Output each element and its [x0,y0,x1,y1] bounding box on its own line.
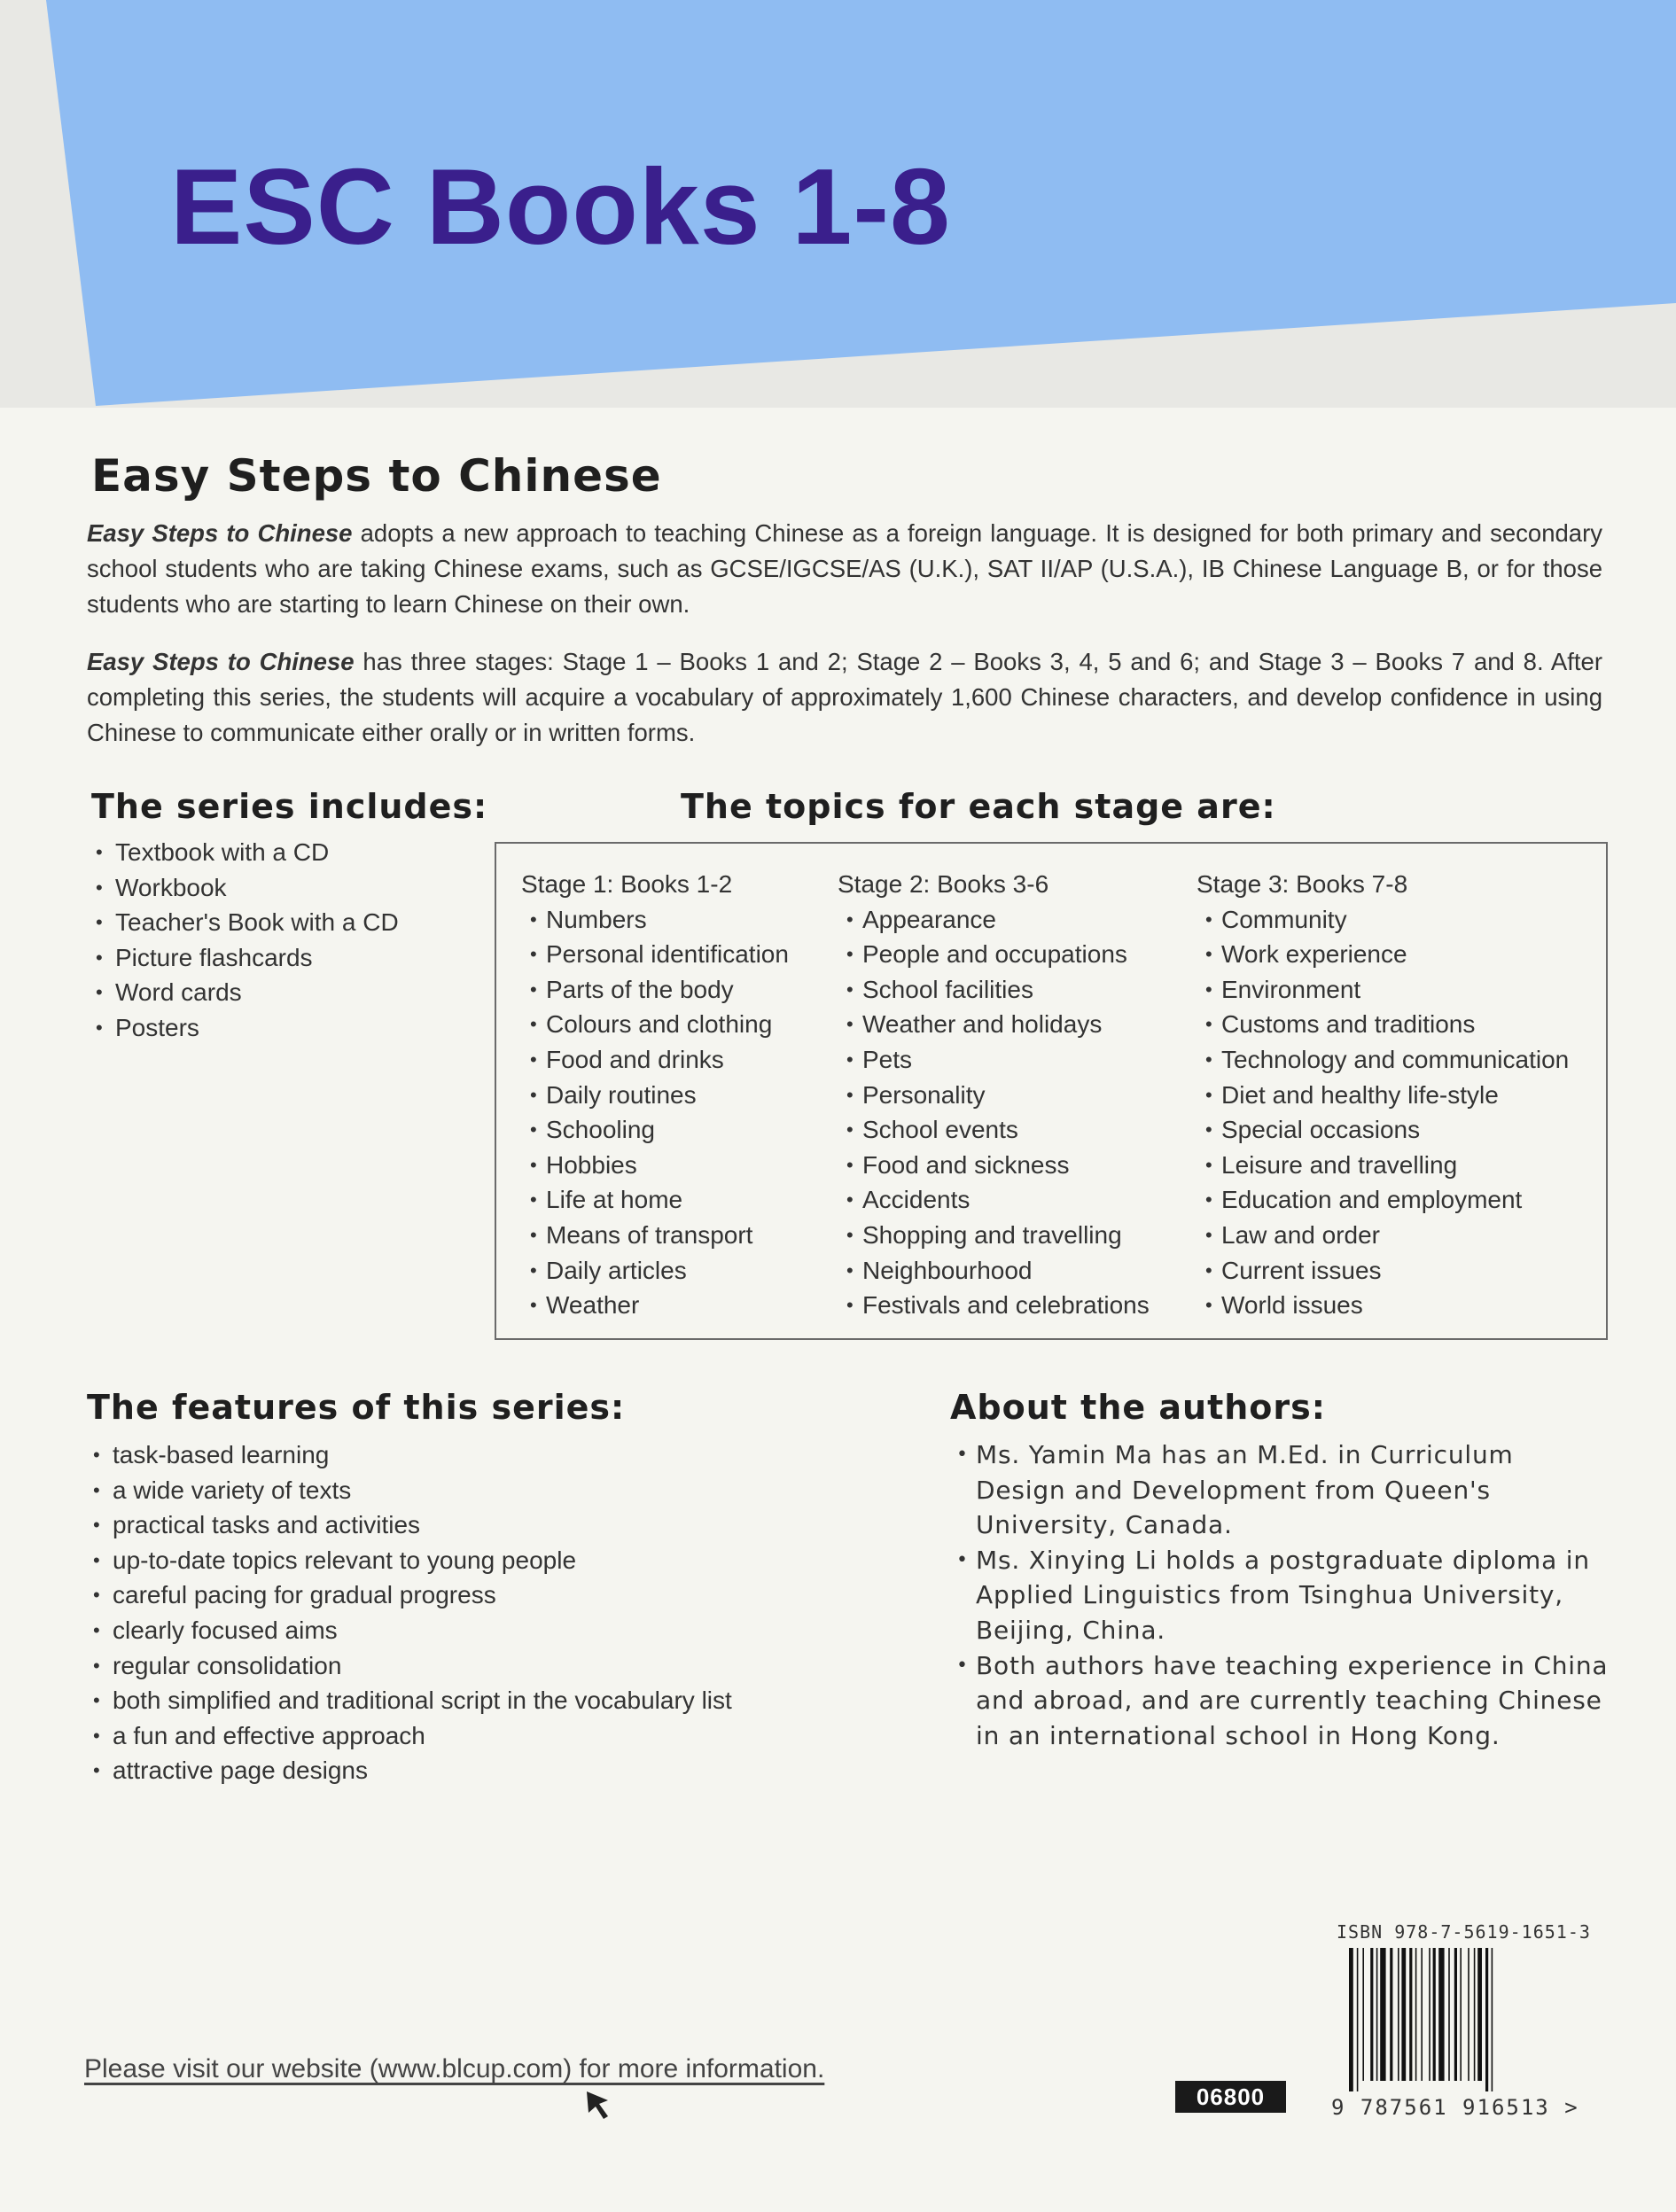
stage-column-2 [838,867,1150,1323]
list-item: • Textbook with a CD [93,835,399,870]
list-item: • Daily routines [521,1078,789,1113]
list-item: • clearly focused aims [90,1613,732,1648]
barcode-bar [1380,1948,1385,2081]
stage-column-1 [521,867,789,1323]
list-item: • Posters [93,1010,399,1046]
barcode-bar [1370,1948,1373,2081]
stage-title: Stage 1: Books 1-2 [521,870,733,898]
list-item: • Appearance [838,902,1150,938]
barcode-bar [1477,1948,1482,2081]
barcode-bar [1492,1948,1493,2091]
barcode-bar [1401,1948,1406,2081]
list-item: • practical tasks and activities [90,1507,732,1543]
website-link[interactable]: Please visit our website (www.blcup.com) for more information. [84,2054,825,2083]
list-item: • careful pacing for gradual progress [90,1577,732,1613]
list-item: • Neighbourhood [838,1253,1150,1289]
list-item: • Technology and communication [1197,1042,1569,1078]
barcode-bar [1429,1948,1430,2081]
barcode-bar [1421,1948,1423,2081]
intro-body-2: has three stages: Stage 1 – Books 1 and 2; Stage 2 – Books 3, 4, 5 and 6; and Stage 3 – Books 7 and 8. After completing this series, the students will acquire a vocabulary of approximately 1,600 Chinese characters, and develop confidence in using Chinese to communicate either orally or in written forms. [87,648,1602,746]
isbn-text: ISBN 978-7-5619-1651-3 [1337,1921,1591,1943]
price-code: 06800 [1175,2081,1286,2113]
barcode-bar [1468,1948,1469,2081]
authors-list [954,1437,1610,1753]
barcode-bar [1460,1948,1462,2081]
list-item: • Life at home [521,1182,789,1218]
list-item: • attractive page designs [90,1753,732,1788]
list-item: • both simplified and traditional script in the vocabulary list [90,1683,732,1718]
authors-heading: About the authors: [950,1388,1326,1427]
barcode-bar [1438,1948,1444,2081]
list-item: • Weather and holidays [838,1007,1150,1042]
list-item: • Parts of the body [521,972,789,1008]
intro-paragraph-2 [87,644,1602,751]
list-item: • Current issues [1197,1253,1569,1289]
list-item: • School events [838,1112,1150,1148]
barcode-bar [1357,1948,1359,2091]
list-item: • Teacher's Book with a CD [93,905,399,940]
list-item: • Picture flashcards [93,940,399,976]
list-item: • Ms. Yamin Ma has an M.Ed. in Curriculum Design and Development from Queen's University, Canada. [954,1437,1610,1543]
barcode-bar [1376,1948,1378,2081]
barcode-bar [1448,1948,1450,2081]
intro-body-1: adopts a new approach to teaching Chinese as a foreign language. It is designed for both primary and secondary school students who are taking Chinese exams, such as GCSE/IGCSE/AS (U.K.), SAT II/AP (U.S.A.), IB Chinese Language B, or for those students who are starting to learn Chinese on their own. [87,519,1603,618]
series-list [93,835,399,1046]
cover-banner [0,0,1676,408]
stage-title: Stage 3: Books 7-8 [1197,870,1408,898]
list-item: • a wide variety of texts [90,1473,732,1508]
section-title: Easy Steps to Chinese [91,450,662,502]
list-item: • Community [1197,902,1569,938]
list-item: • Leisure and travelling [1197,1148,1569,1183]
list-item: • Personal identification [521,937,789,972]
list-item: • Daily articles [521,1253,789,1289]
barcode-bar [1390,1948,1392,2081]
list-item: • Weather [521,1288,789,1323]
list-item: • up-to-date topics relevant to young people [90,1543,732,1578]
list-item: • Food and drinks [521,1042,789,1078]
list-item: • World issues [1197,1288,1569,1323]
list-item: • Ms. Xinying Li holds a postgraduate diploma in Applied Linguistics from Tsinghua University, Beijing, China. [954,1543,1610,1648]
list-item: • Pets [838,1042,1150,1078]
list-item: • Hobbies [521,1148,789,1183]
barcode-bar [1409,1948,1412,2081]
intro-lead-1: Easy Steps to Chinese [87,519,353,547]
barcode-bar [1398,1948,1399,2081]
list-item: • Education and employment [1197,1182,1569,1218]
list-item: • a fun and effective approach [90,1718,732,1754]
list-item: • Schooling [521,1112,789,1148]
features-heading: The features of this series: [87,1388,626,1427]
list-item: • Numbers [521,902,789,938]
list-item: • School facilities [838,972,1150,1008]
list-item: • People and occupations [838,937,1150,972]
list-item: • Special occasions [1197,1112,1569,1148]
list-item: • Diet and healthy life-style [1197,1078,1569,1113]
stage-column-3 [1197,867,1569,1323]
barcode-bar [1474,1948,1476,2081]
mouse-cursor-icon [585,2090,615,2122]
barcode-bar [1362,1948,1364,2081]
list-item: • Festivals and celebrations [838,1288,1150,1323]
barcode-bar [1415,1948,1417,2081]
list-item: • Workbook [93,870,399,906]
topics-box [495,842,1608,1340]
list-item: • regular consolidation [90,1648,732,1684]
list-item: • Accidents [838,1182,1150,1218]
series-heading: The series includes: [91,787,488,826]
list-item: • task-based learning [90,1437,732,1473]
barcode-icon [1347,1948,1560,2091]
barcode-bar [1349,1948,1353,2091]
topics-heading: The topics for each stage are: [681,787,1276,826]
list-item: • Colours and clothing [521,1007,789,1042]
list-item: • Law and order [1197,1218,1569,1253]
list-item: • Shopping and travelling [838,1218,1150,1253]
list-item: • Work experience [1197,937,1569,972]
list-item: • Environment [1197,972,1569,1008]
barcode-bar [1454,1948,1457,2081]
banner-title: ESC Books 1-8 [170,146,951,267]
intro-paragraph-1 [87,516,1602,622]
stage-title: Stage 2: Books 3-6 [838,870,1049,898]
list-item: • Customs and traditions [1197,1007,1569,1042]
list-item: • Food and sickness [838,1148,1150,1183]
barcode-digits: 9 787561 916513 > [1331,2095,1579,2120]
list-item: • Word cards [93,975,399,1010]
list-item: • Personality [838,1078,1150,1113]
intro-lead-2: Easy Steps to Chinese [87,648,355,675]
list-item: • Means of transport [521,1218,789,1253]
barcode-bar [1485,1948,1488,2091]
features-list [90,1437,732,1788]
barcode-bar [1433,1948,1436,2081]
list-item: • Both authors have teaching experience in China and abroad, and are currently teaching Chinese in an international school in Hong Kong. [954,1648,1610,1754]
